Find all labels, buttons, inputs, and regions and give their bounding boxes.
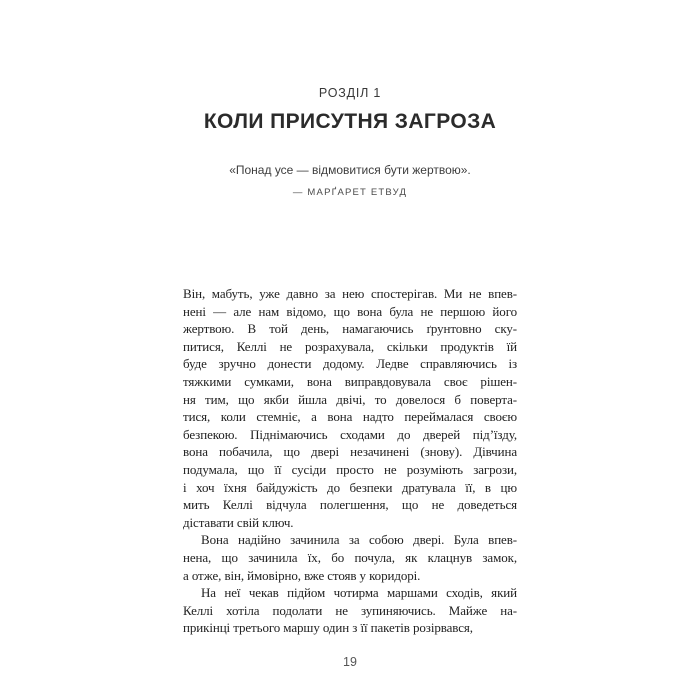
body-line: прикінці третього маршу один з її пакетів розірвався,: [183, 620, 473, 636]
body-line: Келлі хотіла подолати не зупиняючись. Майже на-: [183, 602, 517, 618]
body-line: безпекою. Піднімаючись сходами до дверей під’їзду,: [183, 426, 517, 442]
paragraph: [183, 285, 517, 531]
body-line: жертвою. В той день, намагаючись ґрунтовно ску-: [183, 321, 517, 337]
body-line: а отже, він, ймовірно, вже стояв у коридорі.: [183, 567, 421, 583]
body-text: [183, 285, 517, 637]
paragraph: [183, 531, 517, 584]
body-line: діставати свій ключ.: [183, 514, 294, 530]
body-line: буде зручно донести додому. Ледве справляючись із: [183, 356, 517, 372]
epigraph-quote: «Понад усе — відмовитися бути жертвою».: [229, 163, 471, 177]
body-line: тися, коли стемніє, а вона надто переймалася своєю: [183, 409, 517, 425]
body-line: На неї чекав підйом чотирма маршами сходів, який: [201, 585, 517, 601]
body-line: нені — але нам відомо, що вона була не першою його: [183, 303, 517, 319]
page-number: 19: [343, 655, 357, 669]
body-line: Вона надійно зачинила за собою двері. Була впев-: [201, 532, 517, 548]
body-line: питися, Келлі не розрахувала, скільки продуктів їй: [183, 338, 517, 354]
body-line: вона побачила, що двері незачинені (знову). Дівчина: [183, 444, 517, 460]
body-line: ня тим, що якби йшла двічі, то довелося б поверта-: [183, 391, 517, 407]
paragraph: [183, 584, 517, 637]
body-line: подумала, що її сусіди просто не розуміють загрози,: [183, 461, 517, 477]
chapter-title: КОЛИ ПРИСУТНЯ ЗАГРОЗА: [203, 110, 497, 133]
epigraph-attribution: — МАРҐАРЕТ ЕТВУД: [292, 187, 408, 198]
body-line: мить Келлі відчула полегшення, що не доведеться: [183, 497, 517, 513]
body-line: Він, мабуть, уже давно за нею спостерігав. Ми не впев-: [183, 286, 517, 301]
chapter-label: РОЗДІЛ 1: [318, 86, 382, 100]
body-line: нена, що зачинила їх, бо почула, як клацнув замок,: [183, 549, 517, 565]
body-line: тяжкими сумками, вона виправдовувала своє рішен-: [183, 373, 517, 389]
body-line: і хоч їхня байдужість до безпеки дратувала її, в цю: [183, 479, 517, 495]
